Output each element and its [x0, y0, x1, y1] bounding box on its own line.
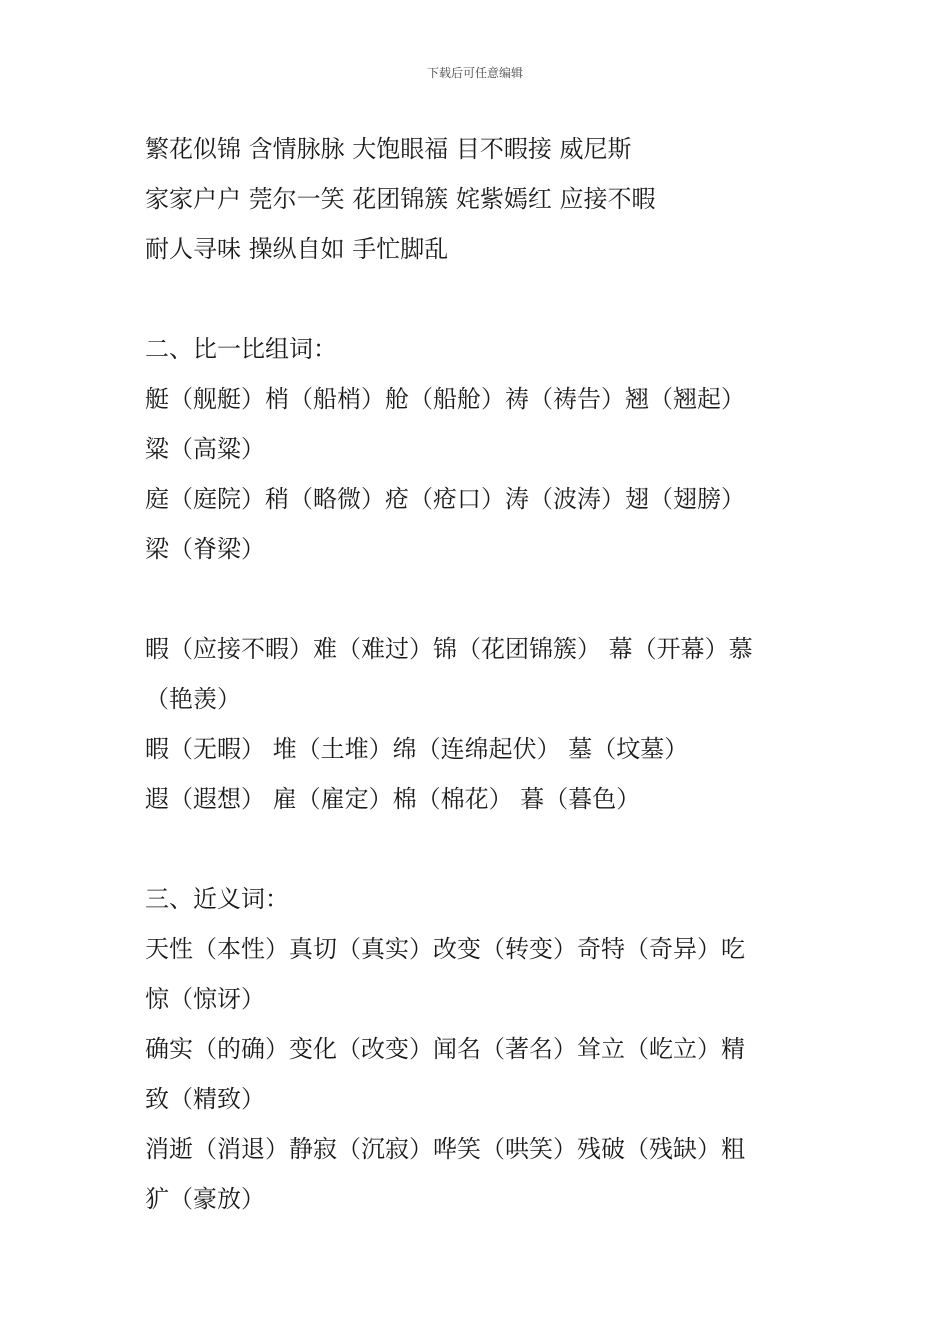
text-line: 犷（豪放）	[145, 1185, 265, 1213]
document-body	[145, 124, 825, 1224]
section-heading: 二、比一比组词：	[145, 335, 337, 363]
text-line: 天性（本性）真切（真实）改变（转变）奇特（奇异）吃	[145, 935, 745, 963]
text-line: 消逝（消退）静寂（沉寂）哗笑（哄笑）残破（残缺）粗	[145, 1135, 745, 1163]
text-line: （艳羡）	[145, 685, 241, 713]
text-line: 暇（无暇） 堆（土堆）绵（连绵起伏） 墓（坟墓）	[145, 735, 689, 763]
text-line: 庭（庭院）稍（略微）疮（疮口）涛（波涛）翅（翅膀）	[145, 485, 745, 513]
text-line: 惊（惊讶）	[145, 985, 265, 1013]
text-line: 家家户户 莞尔一笑 花团锦簇 姹紫嫣红 应接不暇	[145, 185, 656, 213]
text-line: 暇（应接不暇）难（难过）锦（花团锦簇） 幕（开幕）慕	[145, 635, 753, 663]
blank-line	[145, 274, 825, 324]
blank-line	[145, 574, 825, 624]
text-line: 梁（脊梁）	[145, 535, 265, 563]
page-header: 下载后可任意编辑	[426, 66, 523, 80]
text-line: 艇（舰艇）梢（船梢）舱（船舱）祷（祷告）翘（翘起）	[145, 385, 745, 413]
text-line: 耐人寻味 操纵自如 手忙脚乱	[145, 235, 449, 263]
text-line: 繁花似锦 含情脉脉 大饱眼福 目不暇接 威尼斯	[145, 135, 632, 163]
text-line: 致（精致）	[145, 1085, 265, 1113]
text-line: 粱（高粱）	[145, 435, 265, 463]
text-line: 确实（的确）变化（改变）闻名（著名）耸立（屹立）精	[145, 1035, 745, 1063]
section-heading: 三、近义词：	[145, 885, 289, 913]
blank-line	[145, 824, 825, 874]
text-line: 遐（遐想） 雇（雇定）棉（棉花） 暮（暮色）	[145, 785, 641, 813]
